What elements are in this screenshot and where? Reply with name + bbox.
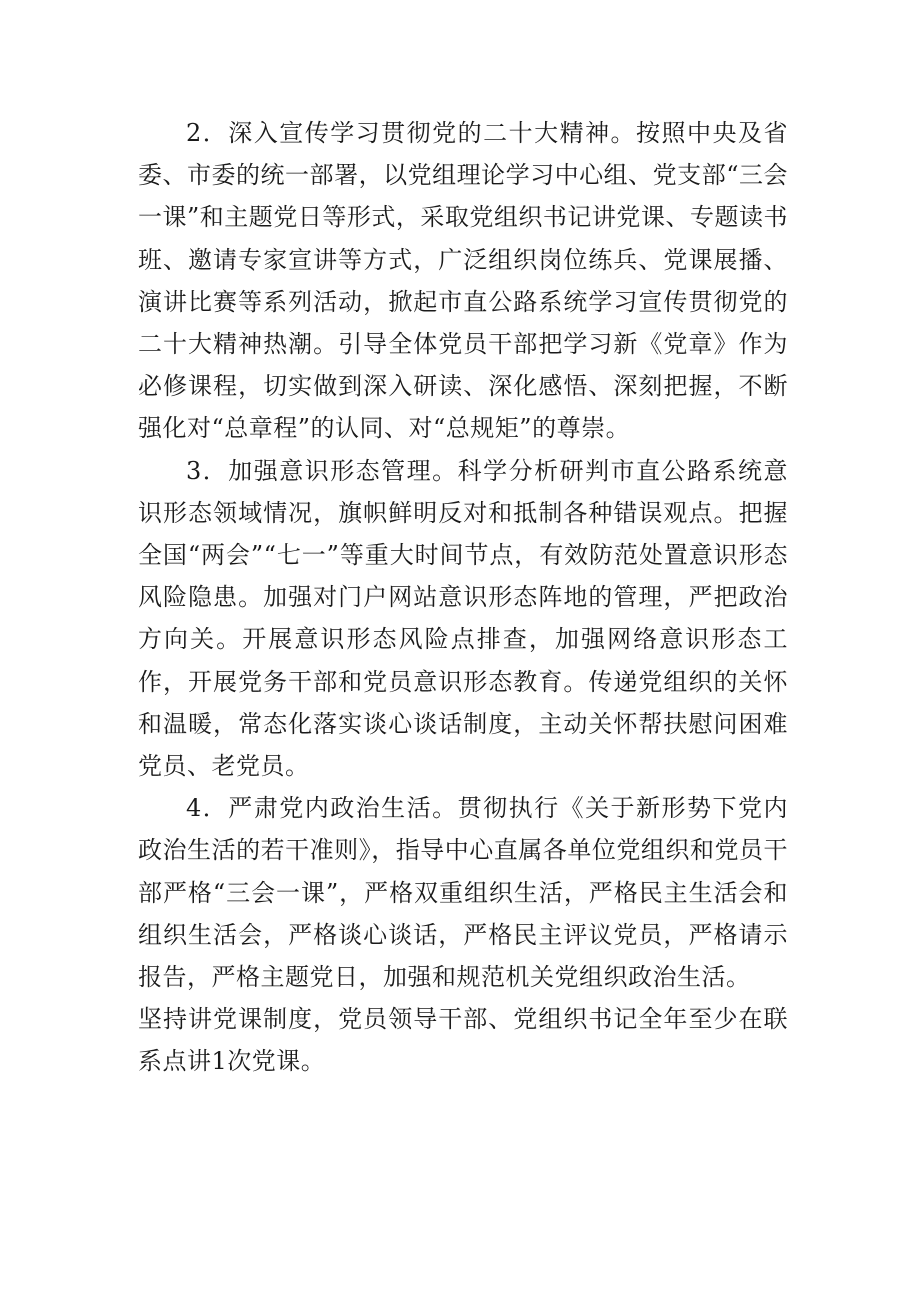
document-body <box>138 112 788 1083</box>
paragraph-ideology-management: 3．加强意识形态管理。科学分析研判市直公路系统意识形态领域情况，旗帜鲜明反对和抵制各种错误观点。把握全国“两会”“七一”等重大时间节点，有效防范处置意识形态风险隐患。加强对门户网站意识形态阵地的管理，严把政治方向关。开展意识形态风险点排查，加强网络意识形态工作，开展党务干部和党员意识形态教育。传递党组织的关怀和温暖，常态化落实谈心谈话制度，主动关怀帮扶慰问困难党员、老党员。 <box>138 456 788 781</box>
paragraph-political-life: 4．严肃党内政治生活。贯彻执行《关于新形势下党内政治生活的若干准则》，指导中心直属各单位党组织和党员干部严格“三会一课”，严格双重组织生活，严格民主生活会和组织生活会，严格谈心谈话，严格民主评议党员，严格请示报告，严格主题党日，加强和规范机关党组织政治生活。 <box>138 794 788 992</box>
paragraph-ideology-study: 2．深入宣传学习贯彻党的二十大精神。按照中央及省委、市委的统一部署，以党组理论学习中心组、党支部“三会一课”和主题党日等形式，采取党组织书记讲党课、专题读书班、邀请专家宣讲等方式，广泛组织岗位练兵、党课展播、演讲比赛等系列活动，掀起市直公路系统学习宣传贯彻党的二十大精神热潮。引导全体党员干部把学习新《党章》作为必修课程，切实做到深入研读、深化感悟、深刻把握，不断强化对“总章程”的认同、对“总规矩”的尊崇。 <box>138 119 788 443</box>
paragraph-party-lecture: 坚持讲党课制度，党员领导干部、党组织书记全年至少在联系点讲1次党课。 <box>138 1005 788 1076</box>
